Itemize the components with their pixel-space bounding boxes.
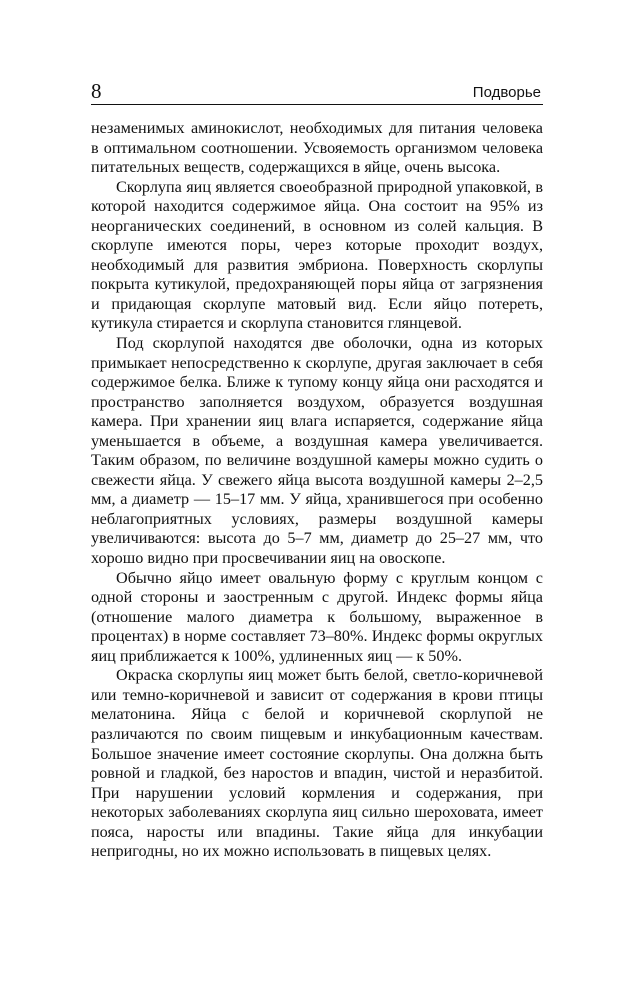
page-header xyxy=(91,80,543,106)
paragraph-continued: незаменимых аминокислот, необходимых для питания человека в оптимальном соотношении. Усвояемость организмом человека питательных веществ, содержащихся в яйце, очень высока. xyxy=(91,119,543,177)
paragraph-air-chamber: Под скорлупой находятся две оболочки, одна из которых примыкает непосредственно к скорлупе, другая заключает в себя содержимое белка. Ближе к тупому концу яйца они расходятся и пространство заполняется воздухом, образуется воздушная камера. При хранении яиц влага испаряется, содержание яйца уменьшается в объеме, а воздушная камера увеличивается. Таким образом, по величине воздушной камеры можно судить о свежести яйца. У свежего яйца высота воздушной камеры 2–2,5 мм, а диаметр — 15–17 мм. У яйца, хранившегося при особенно неблагоприятных условиях, размеры воздушной камеры увеличиваются: высота до 5–7 мм, диаметр до 25–27 мм, что хорошо видно при просвечивании яиц на овоскопе. xyxy=(91,334,543,568)
paragraph-shell-color: Окраска скорлупы яиц может быть белой, светло-коричневой или темно-коричневой и зависит от содержания в крови птицы мелатонина. Яйца с белой и коричневой скорлупой не различаются по своим пищевым и инкубационным качествам. Большое значение имеет состояние скорлупы. Она должна быть ровной и гладкой, без наростов и впадин, чистой и неразбитой. При нарушении условий кормления и содержания, при некоторых заболеваниях скорлупа яиц сильно шероховата, имеет пояса, наросты или впадины. Такие яйца для инкубации непригодны, но их можно использовать в пищевых целях. xyxy=(91,666,543,861)
running-title: Подворье xyxy=(472,84,541,101)
body-text xyxy=(91,119,543,862)
paragraph-shell-composition: Скорлупа яиц является своеобразной природной упаковкой, в которой находится содержимое яйца. Она состоит на 95% из неорганических соединений, в основном из солей кальция. В скорлупе имеются поры, через которые проходит воздух, необходимый для развития эмбриона. Поверхность скорлупы покрыта кутикулой, предохраняющей поры яйца от загрязнения и придающая скорлупе матовый вид. Если яйцо потереть, кутикула стирается и скорлупа становится глянцевой. xyxy=(91,177,543,333)
paragraph-egg-shape: Обычно яйцо имеет овальную форму с круглым концом с одной стороны и заостренным с другой. Индекс формы яйца (отношение малого диаметра к большому, выраженное в процентах) в норме составляет 73–80%. Индекс формы округлых яиц приближается к 100%, удлиненных яиц — к 50%. xyxy=(91,568,543,665)
page-number: 8 xyxy=(91,79,102,103)
header-rule xyxy=(91,104,543,105)
